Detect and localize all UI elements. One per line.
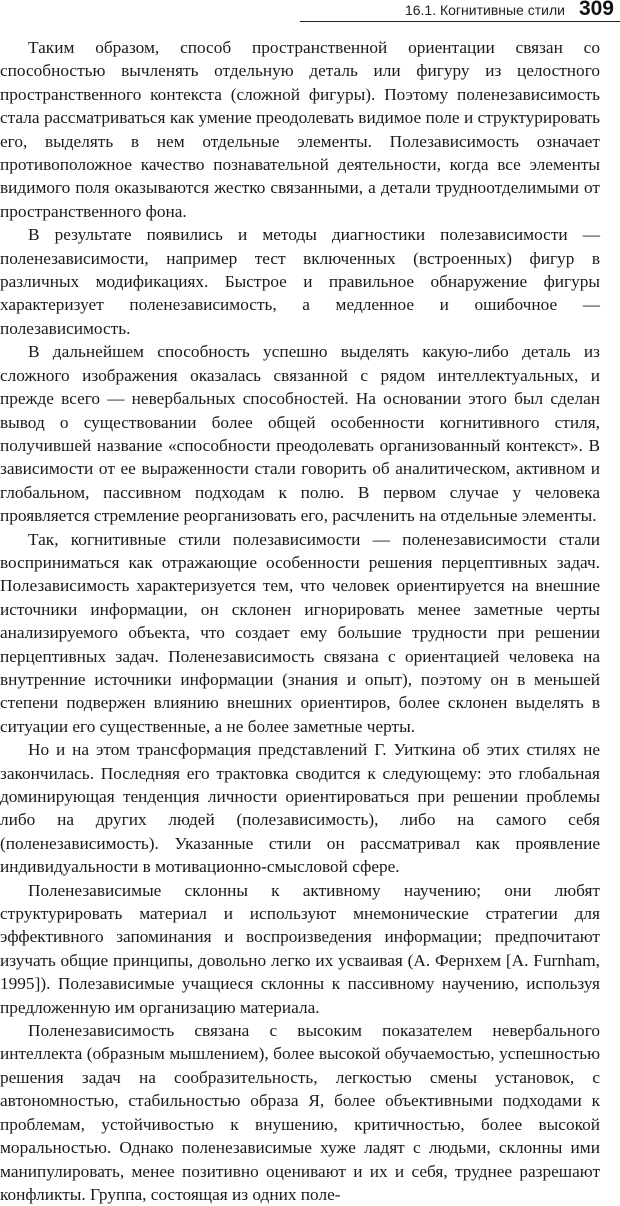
page-number: 309 bbox=[578, 0, 614, 20]
paragraph-2: В результате появились и методы диагностики полезависимости — поленезависимости, например тест включенных (встроенных) фигур в различных модификациях. Быстрое и правильное обнаружение фигуры характеризует поленезависимость, а медленное и ошибочное — полезависимость. bbox=[0, 225, 600, 338]
paragraph-4: Так, когнитивные стили полезависимости — поленезависимости стали восприниматься как отражающие особенности решения перцептивных задач. Полезависимость характеризуется тем, что человек ориентируется на внешние источники информации, он склонен игнорировать менее заметные черты анализируемого объекта, что создает ему большие трудности при решении перцептивных задач. Поленезависимость связана с ориентацией человека на внутренние источники информации (знания и опыт), поэтому он в меньшей степени подвержен влиянию внешних ориентиров, более склонен выделять в ситуации его существенные, а не более заметные черты. bbox=[0, 529, 600, 736]
section-title: 16.1. Когнитивные стили bbox=[404, 2, 565, 18]
paragraph-5: Но и на этом трансформация представлений Г. Уиткина об этих стилях не закончилась. Последняя его трактовка сводится к следующему: это глобальная доминирующая тенденция личности ориентироваться при решении проблемы либо на других людей (полезависимость), либо на самого себя (поленезависимость). Указанные стили он рассматривал как проявление индивидуальности в мотивационно-смысловой сфере. bbox=[0, 740, 600, 877]
paragraph-7: Поленезависимость связана с высоким показателем невербального интеллекта (образным мышлением), более высокой обучаемостью, успешностью решения задач на сообразительность, легкостью смены установок, с автономностью, стабильностью образа Я, более объективными подходами к проблемам, устойчивостью к внушению, критичностью, более высокой моральностью. Однако поленезависимые хуже ладят с людьми, склонны ими манипулировать, менее позитивно оценивают и их и себя, труднее разрешают конфликты. Группа, состоящая из одних поле- bbox=[0, 1021, 600, 1204]
paragraph-1: Таким образом, способ пространственной ориентации связан со способностью вычленять отдельную деталь или фигуру из целостного пространственного контекста (сложной фигуры). Поэтому поленезависимость стала рассматриваться как умение преодолевать видимое поле и структурировать его, выделять в нем отдельные элементы. Полезависимость означает противоположное качество познавательной деятельности, когда все элементы видимого поля оказываются жестко связанными, а детали трудноотделимыми от пространственного фона. bbox=[0, 38, 600, 221]
running-header bbox=[300, 0, 620, 22]
paragraph-6: Поленезависимые склонны к активному научению; они любят структурировать материал и используют мнемонические стратегии для эффективного запоминания и воспроизведения информации; предпочитают изучать общие принципы, довольно легко их усваивая (А. Фернхем [A. Furnham, 1995]). Полезависимые учащиеся склонны к пассивному научению, используя предложенную им организацию материала. bbox=[0, 880, 600, 1017]
paragraph-3: В дальнейшем способность успешно выделять какую-либо деталь из сложного изображения оказалась связанной с рядом интеллектуальных, и прежде всего — невербальных способностей. На основании этого был сделан вывод о существовании более общей особенности когнитивного стиля, получившей название «способности преодолевать организованный контекст». В зависимости от ее выраженности стали говорить об аналитическом, активном и глобальном, пассивном подходам к полю. В первом случае у человека проявляется стремление реорганизовать его, расчленить на отдельные элементы. bbox=[0, 342, 600, 526]
body-text bbox=[0, 36, 600, 1206]
